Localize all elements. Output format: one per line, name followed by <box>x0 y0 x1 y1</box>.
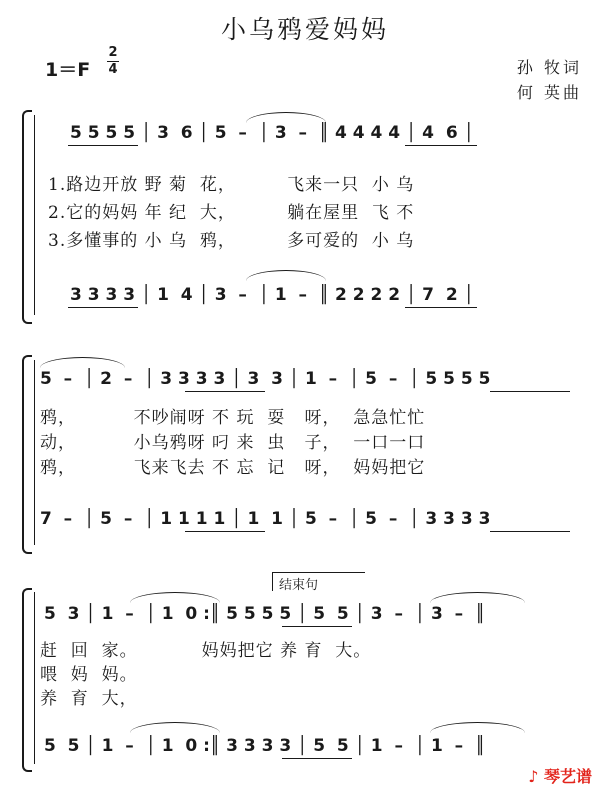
page-title: 小乌鸦爱妈妈 <box>220 15 389 44</box>
lyric-verse-1: 1.路边开放 野 菊 花， 飞来一只 小 乌 <box>48 175 415 195</box>
beam-underline <box>490 391 570 392</box>
harmony-line: 7 – │ 5 – │ 1 1 1 1 │ 1 1 │ 5 – │ 5 – │ 3 3 3 3 <box>40 509 491 529</box>
system-brace <box>22 110 32 324</box>
tie-slur <box>130 722 220 733</box>
beam-underline <box>405 307 477 308</box>
lyric-verse-3: 3.多懂事的 小 乌 鸦， 多可爱的 小 乌 <box>48 231 415 251</box>
lyric-verse-2: 喂 妈 妈。 <box>40 665 138 685</box>
lyric-verse-3: 养 育 大， <box>40 689 138 709</box>
system-barline <box>34 592 35 764</box>
ending-bracket <box>272 572 365 591</box>
watermark-text: 琴艺谱 <box>543 767 592 786</box>
key-signature: 1＝F <box>45 59 91 81</box>
system-barline <box>34 115 35 315</box>
beam-underline <box>68 145 138 146</box>
lyric-verse-1: 鸦， 不吵闹呀 不 玩 耍 呀， 急急忙忙 <box>40 408 426 428</box>
tie-slur <box>430 722 525 733</box>
composer-credit: 何 英曲 <box>516 83 582 102</box>
beam-underline <box>185 531 265 532</box>
beam-underline <box>282 626 352 627</box>
beam-underline <box>405 145 477 146</box>
harmony-line: 5 5 │ 1 – │ 1 0 :║ 3 3 3 3 │ 5 5 │ 1 – │ 1 – ║ <box>44 736 486 756</box>
melody-line: 5 3 │ 1 – │ 1 0 :║ 5 5 5 5 │ 5 5 │ 3 – │ 3 – ║ <box>44 604 486 624</box>
beam-underline <box>282 758 352 759</box>
beam-underline <box>490 531 570 532</box>
system-barline <box>34 360 35 545</box>
melody-line: 5 5 5 5 │ 3 6 │ 5 – │ 3 – ║ 4 4 4 4 │ 4 6 │ <box>70 123 474 143</box>
tie-slur <box>130 592 220 603</box>
tie-slur <box>246 270 326 281</box>
harmony-line: 3 3 3 3 │ 1 4 │ 3 – │ 1 – ║ 2 2 2 2 │ 7 2 │ <box>70 285 474 305</box>
lyric-verse-2: 2.它的妈妈 年 纪 大， 躺在屋里 飞 不 <box>48 203 415 223</box>
time-signature <box>105 46 121 77</box>
lyric-verse-1: 赶 回 家。 妈妈把它 养 育 大。 <box>40 641 372 661</box>
melody-line: 5 – │ 2 – │ 3 3 3 3 │ 3 3 │ 1 – │ 5 – │ 5 5 5 5 <box>40 369 491 389</box>
site-watermark <box>528 764 592 787</box>
lyricist-credit: 孙 牧词 <box>516 58 582 77</box>
system-brace <box>22 588 32 772</box>
time-signature-bottom: 4 <box>108 62 118 77</box>
ending-label: 结束句 <box>279 578 319 593</box>
time-signature-top: 2 <box>108 45 118 60</box>
tie-slur <box>430 592 525 603</box>
lyric-verse-3: 鸦， 飞来飞去 不 忘 记 呀， 妈妈把它 <box>40 458 426 478</box>
beam-underline <box>68 307 138 308</box>
system-brace <box>22 355 32 554</box>
beam-underline <box>185 391 265 392</box>
watermark-logo-icon: ♪ <box>528 767 544 786</box>
tie-slur <box>246 112 326 123</box>
lyric-verse-2: 动， 小乌鸦呀 叼 来 虫 子， 一口一口 <box>40 433 426 453</box>
tie-slur <box>40 357 125 368</box>
